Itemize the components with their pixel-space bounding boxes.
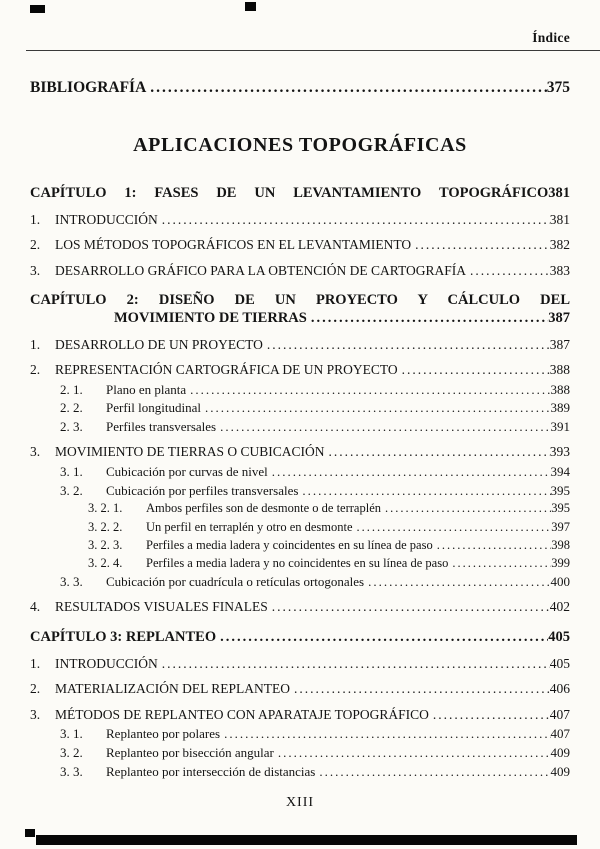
chapter-title-continued: MOVIMIENTO DE TIERRAS [114,310,307,326]
entry-page: 375 [546,79,570,96]
entry-page: 406 [549,681,570,697]
entry-number: 2. 2. [60,400,83,416]
toc-entry-bibliografia [30,79,570,98]
dot-leader [315,764,550,780]
header-rule [26,50,600,51]
entry-number: 3. 2. 4. [88,556,123,571]
entry-label: BIBLIOGRAFÍA [30,79,147,96]
dot-leader [353,520,552,535]
dot-leader [201,400,551,416]
entry-page: 391 [550,419,570,435]
toc-entry [30,362,570,378]
toc-entry [30,574,570,590]
toc-entry [30,681,570,697]
entry-page: 407 [549,706,570,722]
toc-entry [30,599,570,615]
scan-artifact-top-left [30,5,45,13]
dot-leader [433,538,552,553]
entry-page: 402 [549,599,570,615]
entry-label: Cubicación por cuadrícula o retículas ortogonales [106,574,365,590]
entry-label: REPRESENTACIÓN CARTOGRÁFICA DE UN PROYECTO [55,362,398,378]
entry-page: 388 [549,362,570,378]
entry-page: 399 [551,556,570,571]
entry-number: 3. 2. 1. [88,501,123,516]
toc-entry [30,764,570,780]
entry-page: 382 [549,237,570,253]
entry-label: DESARROLLO GRÁFICO PARA LA OBTENCIÓN DE CARTOGRAFÍA [55,262,466,278]
chapter-page: 381 [548,184,570,201]
entry-number: 3. 3. [60,763,83,779]
scan-artifact-bottom-bar [36,835,577,845]
entry-number: 2. [30,681,41,697]
dot-leader [398,362,550,378]
chapter-2-heading-line2 [30,310,570,328]
entry-number: 1. [30,655,41,671]
entry-page: 388 [550,381,570,397]
toc-entry [30,745,570,761]
chapter-page: 387 [548,310,570,326]
chapter-title: CAPÍTULO 2: DISEÑO DE UN PROYECTO Y CÁLCULO DEL [30,292,570,309]
entry-label: Plano en planta [106,381,187,397]
toc-entry [30,483,570,499]
entry-page: 400 [550,574,570,590]
entry-label: Ambos perfiles son de desmonte o de terraplén [146,501,382,516]
part-title: APLICACIONES TOPOGRÁFICAS [133,133,467,156]
entry-page: 394 [550,463,570,479]
dot-leader [429,707,550,723]
entry-number: 3. 3. [60,574,83,590]
toc-entry [30,656,570,672]
dot-leader [158,212,550,228]
entry-label: Un perfil en terraplén y otro en desmonte [146,519,353,534]
entry-label: MATERIALIZACIÓN DEL REPLANTEO [55,681,290,697]
entry-page: 395 [551,501,570,516]
entry-page: 397 [551,519,570,534]
toc-entry [30,400,570,416]
table-of-contents [0,79,600,780]
entry-number: 2. 1. [60,381,83,397]
dot-leader [158,656,550,672]
chapter-page: 405 [548,628,570,645]
entry-page: 409 [550,763,570,779]
entry-label: Perfiles transversales [106,419,217,435]
entry-page: 381 [549,211,570,227]
dot-leader [448,556,551,571]
entry-number: 3. [30,262,41,278]
entry-number: 3. 2. [60,744,83,760]
entry-label: Perfiles a media ladera y coincidentes en su línea de paso [146,537,433,552]
dot-leader [186,382,550,398]
dot-leader [216,419,550,435]
dot-leader [466,263,550,279]
chapter-1-heading [30,184,570,203]
entry-page: 407 [550,725,570,741]
entry-label: Replanteo por bisección angular [106,744,274,760]
toc-entry [30,237,570,253]
dot-leader [307,310,548,328]
entry-number: 1. [30,336,41,352]
toc-entry [30,501,570,516]
toc-entry [30,707,570,723]
entry-label: MÉTODOS DE REPLANTEO CON APARATAJE TOPOGRÁFICO [55,706,429,722]
dot-leader [146,79,546,98]
entry-label: INTRODUCCIÓN [55,211,158,227]
toc-entry [30,464,570,480]
entry-label: INTRODUCCIÓN [55,655,158,671]
entry-label: RESULTADOS VISUALES FINALES [55,599,268,615]
entry-page: 383 [549,262,570,278]
entry-label: Perfil longitudinal [106,400,201,416]
entry-label: Cubicación por perfiles transversales [106,482,299,498]
entry-number: 2. [30,362,41,378]
entry-number: 2. [30,237,41,253]
toc-entry [30,337,570,353]
dot-leader [220,726,550,742]
entry-number: 3. 2. 3. [88,537,123,552]
toc-entry [30,212,570,228]
entry-number: 4. [30,599,41,615]
scan-artifact-top-center [245,2,256,11]
toc-entry [30,726,570,742]
entry-number: 3. 2. 2. [88,519,123,534]
folio-page-number: XIII [285,795,315,810]
toc-entry [30,556,570,571]
toc-entry [30,444,570,460]
dot-leader [274,745,551,761]
chapter-3-heading [30,628,570,647]
entry-number: 3. 1. [60,725,83,741]
entry-page: 387 [549,336,570,352]
entry-page: 409 [550,744,570,760]
entry-number: 1. [30,211,41,227]
scan-artifact-bottom-blob [25,829,35,837]
toc-entry [30,419,570,435]
entry-number: 3. [30,444,41,460]
chapter-title: CAPÍTULO 3: REPLANTEO [30,628,217,645]
dot-leader [411,237,550,253]
dot-leader [268,599,550,615]
dot-leader [381,501,551,516]
chapter-2-heading-line1 [30,291,570,310]
entry-label: Perfiles a media ladera y no coincidentes en su línea de paso [146,556,449,571]
toc-entry [30,382,570,398]
entry-label: Cubicación por curvas de nivel [106,463,268,479]
chapter-title: CAPÍTULO 1: FASES DE UN LEVANTAMIENTO TOPOGRÁFICO [30,184,549,201]
entry-label: Replanteo por intersección de distancias [106,763,316,779]
entry-label: MOVIMIENTO DE TIERRAS O CUBICACIÓN [55,444,325,460]
entry-number: 3. [30,706,41,722]
entry-page: 393 [549,444,570,460]
dot-leader [364,574,550,590]
entry-page: 395 [550,482,570,498]
entry-label: DESARROLLO DE UN PROYECTO [55,336,263,352]
toc-entry [30,538,570,553]
dot-leader [268,464,551,480]
dot-leader [263,337,550,353]
entry-page: 389 [550,400,570,416]
entry-page: 405 [549,655,570,671]
dot-leader [298,483,550,499]
dot-leader [216,628,548,647]
entry-label: LOS MÉTODOS TOPOGRÁFICOS EN EL LEVANTAMIENTO [55,237,412,253]
toc-entry [30,520,570,535]
entry-page: 398 [551,537,570,552]
entry-label: Replanteo por polares [106,725,221,741]
toc-entry [30,263,570,279]
dot-leader [325,444,550,460]
entry-number: 3. 2. [60,482,83,498]
dot-leader [290,681,550,697]
running-header-indice: Índice [532,30,570,45]
entry-number: 2. 3. [60,419,83,435]
entry-number: 3. 1. [60,463,83,479]
